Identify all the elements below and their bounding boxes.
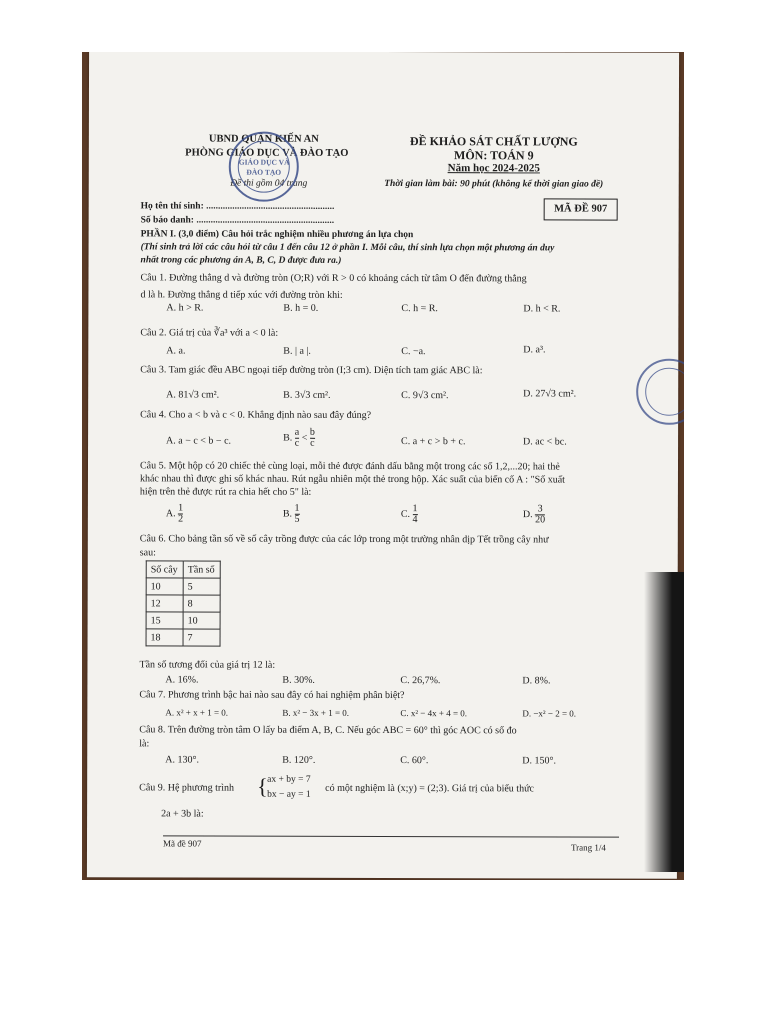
- fraction-denominator: 5: [294, 513, 300, 525]
- footer-rule: [163, 835, 619, 837]
- q6-option-a: A. 16%.: [165, 674, 199, 686]
- school-year: Năm học 2024-2025: [447, 162, 540, 175]
- table-cell: 8: [183, 595, 220, 612]
- frequency-table: [146, 560, 221, 646]
- q8-option-a: A. 130°.: [165, 754, 199, 766]
- q2-option-a: A. a.: [166, 345, 186, 357]
- student-name-field: Họ tên thí sinh: ......................................................: [140, 201, 335, 212]
- official-seal: [229, 132, 299, 202]
- question-9-line-1: có một nghiệm là (x;y) = (2;3). Giá trị của biểu thức: [325, 782, 534, 795]
- question-3: Câu 3. Tam giác đều ABC ngoại tiếp đường tròn (I;3 cm). Diện tích tam giác ABC là:: [140, 364, 483, 377]
- fraction: [295, 504, 300, 525]
- fraction-denominator: c: [310, 437, 315, 449]
- q8-option-c: C. 60°.: [400, 755, 429, 767]
- table-header-cell: Tần số: [183, 561, 220, 578]
- table-row: [146, 595, 220, 612]
- question-1-line-2: d là h. Đường thẳng d tiếp xúc với đường tròn khi:: [140, 289, 343, 301]
- q5-option-b-label: B.: [282, 508, 293, 520]
- question-2: Câu 2. Giá trị của ∛a³ với a < 0 là:: [140, 327, 279, 339]
- q7-option-b: B. x² − 3x + 1 = 0.: [282, 707, 350, 718]
- fraction-b-over-c: [310, 428, 315, 449]
- fraction-numerator: 1: [412, 503, 418, 515]
- table-header-row: [146, 561, 220, 578]
- q2-option-d: D. a³.: [523, 344, 546, 356]
- question-9-line-2: 2a + 3b là:: [161, 808, 204, 820]
- student-id-field: Số báo danh: ..........................................................: [140, 215, 335, 226]
- question-1-line-1: Câu 1. Đường thẳng d và đường tròn (O;R) với R > 0 có khoảng cách từ tâm O đến đường thẳng: [140, 272, 527, 285]
- q4-option-b: [283, 428, 315, 449]
- fraction-denominator: 20: [535, 514, 546, 526]
- q1-option-d: D. h < R.: [523, 303, 561, 315]
- question-7: Câu 7. Phương trình bậc hai nào sau đây có hai nghiệm phân biệt?: [139, 689, 405, 702]
- table-cell: 12: [146, 595, 183, 612]
- q6-option-c: C. 26,7%.: [400, 675, 441, 687]
- fraction-denominator: 4: [412, 514, 418, 526]
- q5-option-a-label: A.: [165, 508, 176, 520]
- q3-option-a: A. 81√3 cm².: [166, 389, 220, 401]
- table-row: [146, 578, 220, 595]
- q3-option-c: C. 9√3 cm².: [401, 390, 449, 402]
- exam-paper: [87, 52, 679, 879]
- question-6-line-1: Câu 6. Cho bảng tần số về số cây trồng được của các lớp trong một trường nhân dịp Tết trồng cây như: [139, 533, 549, 546]
- question-8-line-1: Câu 8. Trên đường tròn tâm O lấy ba điểm A, B, C. Nếu góc ABC = 60° thì góc AOC có số đo: [139, 724, 517, 737]
- q5-option-b: [283, 504, 300, 525]
- question-9-intro: Câu 9. Hệ phương trình: [139, 782, 235, 794]
- seal-text-1: GIÁO DỤC VÀ: [238, 157, 290, 167]
- table-cell: 5: [183, 578, 220, 595]
- table-cell: 10: [183, 612, 220, 629]
- question-5-line-3: hiện trên thẻ được rút ra chia hết cho 5" là:: [139, 486, 312, 498]
- exam-code-box: MÃ ĐỀ 907: [544, 198, 618, 220]
- fraction-a-over-c: [295, 428, 300, 449]
- q3-option-d: D. 27√3 cm².: [523, 388, 577, 400]
- partial-seal: [636, 359, 684, 425]
- fraction: [413, 504, 418, 525]
- q1-option-b: B. h = 0.: [283, 302, 319, 314]
- seal-text-2: ĐÀO TẠO: [246, 167, 282, 177]
- department-name: PHÒNG GIÁO DỤC VÀ ĐÀO TẠO: [185, 147, 349, 159]
- fraction-denominator: c: [294, 437, 300, 449]
- question-5-line-2: khác nhau thì được ghi số khác nhau. Rút ngẫu nhiên một thẻ trong hộp. Xác suất của biến cố A : "Số xuất: [139, 473, 565, 486]
- table-header-cell: Số cây: [146, 561, 183, 578]
- photo-background: [82, 52, 684, 880]
- fraction-numerator: b: [309, 426, 315, 438]
- fraction: [535, 504, 545, 525]
- table-cell: 7: [183, 629, 220, 646]
- part1-instruction-2: nhất trong các phương án A, B, C, D được đưa ra.): [140, 255, 342, 266]
- q2-option-b: B. | a |.: [283, 345, 311, 357]
- q5-option-c: [401, 504, 418, 525]
- q9-equation-1: ax + by = 7: [267, 774, 311, 785]
- q5-option-d-label: D.: [522, 509, 533, 521]
- table-cell: 10: [146, 578, 183, 595]
- q4-option-c: C. a + c > b + c.: [401, 436, 466, 448]
- subject: MÔN: TOÁN 9: [454, 148, 534, 163]
- exam-duration: Thời gian làm bài: 90 phút (không kể thời gian giao đề): [384, 179, 604, 190]
- question-8-line-2: là:: [139, 738, 150, 750]
- q8-option-b: B. 120°.: [282, 754, 316, 766]
- fraction-numerator: 1: [178, 502, 184, 514]
- table-cell: 15: [146, 612, 183, 629]
- q7-option-d: D. −x² − 2 = 0.: [522, 708, 577, 719]
- q9-equation-2: bx − ay = 1: [267, 789, 311, 800]
- q4-option-b-label: B.: [283, 432, 293, 444]
- fraction-numerator: 3: [535, 504, 545, 515]
- q5-option-d: [523, 504, 545, 525]
- fraction: [178, 503, 183, 524]
- footer-exam-code: Mã đề 907: [162, 838, 202, 849]
- q3-option-b: B. 3√3 cm².: [283, 389, 331, 401]
- q4-option-d: D. ac < bc.: [523, 436, 567, 448]
- q2-option-c: C. −a.: [401, 346, 426, 358]
- question-5-line-1: Câu 5. Một hộp có 20 chiếc thẻ cùng loại, mỗi thẻ được đánh dấu bằng một trong các số 1,2,...20; hai thẻ: [139, 460, 560, 473]
- table-cell: 18: [146, 629, 183, 646]
- exam-title: ĐỀ KHẢO SÁT CHẤT LƯỢNG: [409, 134, 578, 149]
- q8-option-d: D. 150°.: [522, 755, 556, 767]
- question-6-line-2: sau:: [139, 547, 156, 559]
- footer-page-number: Trang 1/4: [570, 842, 606, 853]
- q7-option-a: A. x² + x + 1 = 0.: [165, 707, 229, 718]
- q5-option-a: [166, 503, 183, 524]
- q1-option-a: A. h > R.: [166, 302, 204, 314]
- part1-title: PHẦN I. (3,0 điểm) Câu hỏi trắc nghiệm nhiều phương án lựa chọn: [140, 229, 414, 241]
- page-count-note: Đề thi gồm 04 trang: [230, 178, 308, 189]
- q1-option-c: C. h = R.: [401, 303, 438, 315]
- fraction-denominator: 2: [178, 513, 184, 525]
- q5-option-c-label: C.: [400, 508, 411, 520]
- q6-option-d: D. 8%.: [522, 675, 551, 687]
- q7-option-c: C. x² − 4x + 4 = 0.: [400, 708, 468, 719]
- question-6-prompt: Tần số tương đối của giá trị 12 là:: [139, 659, 276, 671]
- table-row: [146, 612, 220, 629]
- fraction-numerator: 1: [294, 502, 300, 514]
- district-name: UBND QUẬN KIẾN AN: [208, 133, 319, 145]
- q4-option-a: A. a − c < b − c.: [166, 435, 232, 447]
- system-brace: {: [257, 773, 268, 799]
- question-4: Câu 4. Cho a < b và c < 0. Khẳng định nào sau đây đúng?: [140, 409, 372, 421]
- fraction-numerator: a: [294, 426, 300, 438]
- q6-option-b: B. 30%.: [282, 674, 315, 686]
- table-row: [146, 629, 220, 646]
- part1-instruction-1: (Thí sinh trả lời các câu hỏi từ câu 1 đến câu 12 ở phần I. Mỗi câu, thí sinh lựa chọn một phương án duy: [140, 242, 555, 254]
- less-than-sign: <: [301, 432, 308, 444]
